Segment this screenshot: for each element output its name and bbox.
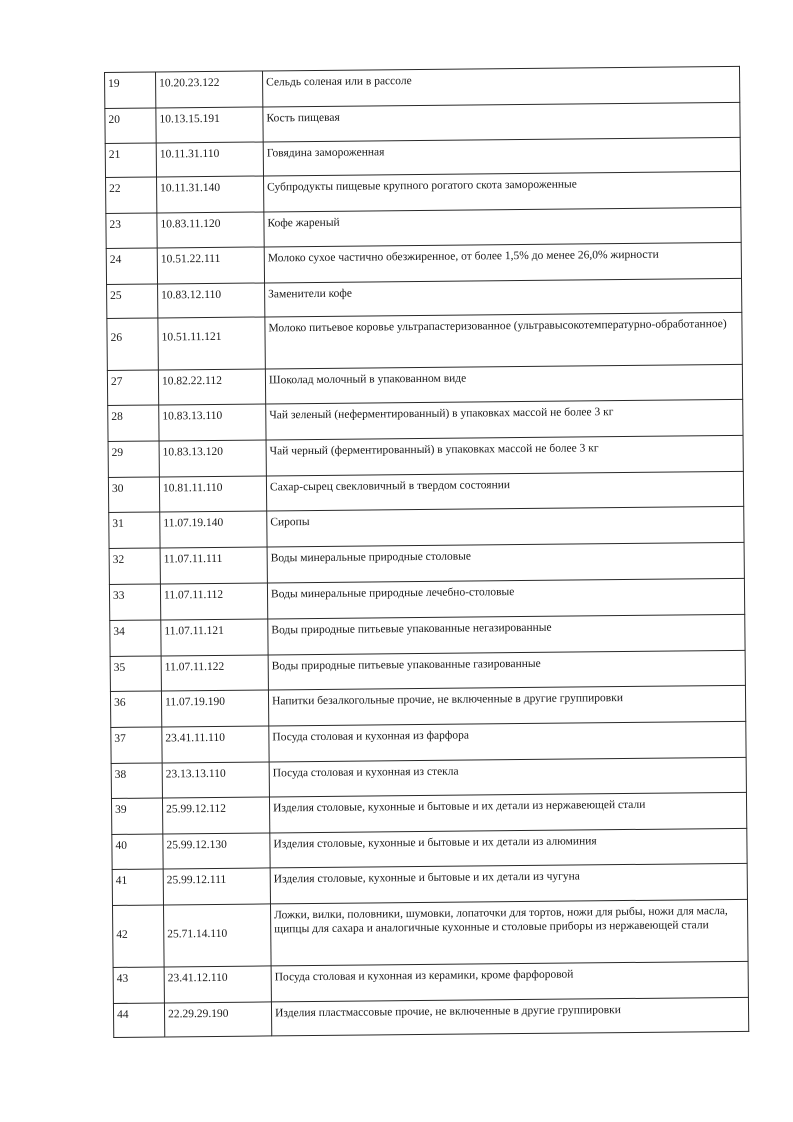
product-name: Кофе жареный — [267, 216, 340, 230]
okpd-code-cell — [159, 476, 266, 512]
okpd-code: 11.07.11.122 — [164, 660, 225, 674]
product-name-cell — [268, 685, 745, 726]
product-name: Молоко сухое частично обезжиренное, от более 1,5% до менее 26,0% жирности — [267, 248, 659, 265]
product-name: Шоколад молочный в упакованном виде — [268, 372, 467, 387]
product-name-cell — [267, 578, 744, 619]
okpd-code-cell — [161, 655, 268, 691]
okpd-code-cell — [157, 176, 264, 213]
okpd-code: 10.51.22.111 — [160, 252, 221, 266]
table-row — [109, 578, 744, 620]
okpd-code: 25.99.12.112 — [166, 802, 227, 816]
row-number-cell — [109, 548, 160, 584]
product-name: Ложки, вилки, половники, шумовки, лопаточки для тортов, ножи для рыбы, ножи для масла, щипцы для сахара и аналогичные кухонные и столовые приборы из нержавеющей стали — [274, 905, 728, 936]
product-name: Сахар-сырец свекловичный в твердом состоянии — [269, 479, 511, 494]
table-row — [113, 899, 749, 967]
okpd-code: 25.71.14.110 — [167, 927, 228, 941]
okpd-code: 10.83.11.120 — [160, 217, 221, 231]
product-name: Посуда столовая и кухонная из керамики, кроме фарфоровой — [274, 968, 574, 984]
okpd-code-cell — [161, 690, 268, 727]
okpd-code-cell — [159, 404, 266, 441]
okpd-code-cell — [160, 511, 267, 548]
okpd-code-cell — [164, 966, 271, 1003]
row-number: 38 — [114, 768, 127, 781]
row-number: 21 — [108, 148, 121, 161]
product-name: Сельдь соленая или в рассоле — [266, 75, 412, 89]
row-number: 29 — [111, 446, 124, 459]
okpd-code: 10.81.11.110 — [162, 481, 223, 495]
row-number-cell — [109, 512, 160, 548]
row-number: 34 — [113, 625, 125, 638]
okpd-code-cell — [156, 71, 263, 108]
okpd-code: 23.13.13.110 — [165, 767, 226, 781]
row-number: 35 — [113, 661, 126, 674]
product-name: Субпродукты пищевые крупного рогатого скота замороженные — [267, 178, 577, 194]
row-number: 23 — [109, 218, 122, 231]
row-number-cell — [107, 284, 158, 318]
okpd-code-cell — [162, 797, 269, 834]
row-number-cell — [111, 798, 162, 834]
okpd-code: 25.99.12.130 — [166, 838, 227, 852]
product-name: Изделия пластмассовые прочие, не включенные в другие группировки — [274, 1004, 621, 1020]
okpd-code-cell — [158, 283, 265, 318]
product-name-cell — [268, 650, 745, 690]
product-name-cell — [267, 542, 744, 583]
okpd-code-cell — [162, 726, 269, 763]
table-row — [109, 542, 744, 584]
product-name-cell — [269, 757, 746, 797]
row-number-cell — [105, 108, 156, 143]
okpd-code: 10.83.12.110 — [161, 288, 222, 302]
row-number-cell — [110, 656, 161, 691]
okpd-code: 10.51.11.121 — [161, 330, 222, 344]
product-name-cell — [267, 506, 744, 547]
okpd-code: 10.11.31.140 — [160, 181, 221, 195]
product-name: Сиропы — [270, 516, 310, 529]
table-row — [111, 792, 746, 834]
table-row — [111, 721, 746, 763]
row-number-cell — [106, 177, 157, 213]
table-row — [113, 961, 748, 1003]
product-name-cell — [265, 278, 742, 317]
okpd-code-cell — [157, 212, 264, 248]
product-name-cell — [270, 899, 748, 966]
product-name: Воды природные питьевые упакованные негазированные — [271, 621, 552, 637]
table-row — [112, 863, 747, 905]
row-number-cell — [112, 869, 163, 905]
product-name-cell — [271, 997, 748, 1036]
row-number-cell — [111, 763, 162, 798]
row-number: 24 — [109, 253, 122, 266]
product-name-cell — [263, 137, 740, 176]
okpd-code-cell — [163, 904, 271, 967]
okpd-code-cell — [162, 762, 269, 798]
row-number-cell — [108, 405, 159, 441]
row-number-cell — [107, 318, 158, 370]
product-name-cell — [268, 614, 745, 655]
product-name: Кость пищевая — [266, 111, 340, 125]
row-number: 43 — [116, 972, 129, 985]
table-row — [106, 242, 741, 284]
product-name: Воды минеральные природные лечебно-столовые — [270, 586, 515, 601]
okpd-code: 10.83.13.120 — [162, 445, 224, 459]
product-name: Чай зеленый (неферментированный) в упаковках массой не более 3 кг — [269, 406, 614, 422]
product-name-cell — [266, 435, 743, 476]
row-number-cell — [107, 370, 158, 405]
table-row — [106, 171, 741, 213]
table-row — [108, 399, 743, 441]
product-name-cell — [270, 828, 747, 868]
okpd-code: 23.41.12.110 — [167, 971, 228, 985]
table-row — [105, 66, 740, 108]
okpd-code: 25.99.12.111 — [166, 873, 227, 887]
table-row — [108, 435, 743, 477]
row-number-cell — [106, 248, 157, 284]
okpd-code-cell — [161, 619, 268, 656]
product-name-cell — [269, 792, 746, 833]
row-number-cell — [105, 143, 156, 177]
okpd-code: 10.20.23.122 — [159, 76, 220, 90]
product-name: Молоко питьевое коровье ультрапастеризованное (ультравысокотемпературно-обработанное) — [268, 318, 727, 335]
row-number: 20 — [108, 113, 121, 126]
row-number: 26 — [110, 331, 123, 344]
row-number-cell — [113, 905, 165, 967]
product-name-cell — [263, 102, 740, 142]
row-number: 37 — [114, 732, 126, 745]
product-name: Говядина замороженная — [266, 146, 385, 160]
table-row — [109, 506, 744, 548]
okpd-code-cell — [158, 317, 265, 370]
product-name: Посуда столовая и кухонная из фарфора — [272, 729, 469, 744]
product-name: Напитки безалкогольные прочие, не включенные в другие группировки — [271, 692, 624, 708]
product-name-cell — [264, 242, 741, 283]
table-row — [107, 312, 742, 370]
product-name-cell — [266, 399, 743, 440]
row-number: 28 — [111, 410, 123, 423]
row-number: 44 — [116, 1008, 129, 1021]
row-number: 27 — [110, 375, 123, 388]
row-number: 40 — [115, 839, 127, 852]
row-number-cell — [108, 441, 159, 477]
row-number-cell — [108, 477, 159, 512]
row-number: 32 — [112, 553, 125, 566]
okpd-code-cell — [164, 1002, 271, 1037]
product-name-cell — [265, 364, 742, 404]
product-name: Посуда столовая и кухонная из стекла — [272, 765, 459, 780]
row-number-cell — [109, 584, 160, 620]
okpd-code: 10.83.13.110 — [162, 409, 223, 423]
product-name-cell — [270, 863, 747, 904]
row-number-cell — [110, 620, 161, 656]
okpd-code-cell — [163, 868, 270, 905]
table-row — [110, 614, 745, 656]
row-number-cell — [111, 727, 162, 763]
product-name: Изделия столовые, кухонные и бытовые и их детали из чугуна — [273, 870, 580, 886]
row-number-cell — [113, 967, 164, 1003]
row-number-cell — [113, 1003, 164, 1037]
row-number: 42 — [116, 928, 128, 941]
row-number-cell — [110, 691, 161, 727]
row-number-cell — [112, 834, 163, 869]
row-number: 36 — [113, 696, 126, 709]
okpd-code: 11.07.11.121 — [164, 624, 224, 638]
okpd-code: 23.41.11.110 — [165, 731, 225, 745]
row-number: 25 — [110, 289, 122, 302]
okpd-code: 11.07.11.112 — [163, 588, 224, 602]
okpd-code: 11.07.19.140 — [163, 516, 224, 530]
product-name-cell — [262, 66, 739, 107]
row-number-cell — [105, 72, 156, 108]
okpd-code-cell — [156, 142, 263, 177]
row-number: 31 — [112, 517, 124, 530]
table-row — [113, 997, 748, 1037]
row-number: 22 — [109, 182, 121, 195]
okpd-code-cell — [156, 107, 263, 143]
table-row — [110, 685, 745, 727]
okpd-code: 10.13.15.191 — [159, 112, 220, 126]
okpd-code: 10.11.31.110 — [159, 147, 220, 161]
okpd-code: 22.29.29.190 — [167, 1007, 229, 1021]
okpd-code-cell — [160, 583, 267, 620]
product-name: Воды минеральные природные столовые — [270, 550, 472, 565]
product-name-cell — [269, 721, 746, 762]
product-name: Изделия столовые, кухонные и бытовые и их детали из алюминия — [273, 835, 597, 851]
table-body — [105, 66, 749, 1037]
product-name-cell — [271, 961, 748, 1002]
okpd-code-cell — [159, 440, 266, 477]
product-name-cell — [264, 171, 741, 212]
product-name: Заменители кофе — [268, 287, 352, 301]
product-name: Воды природные питьевые упакованные газированные — [271, 657, 541, 673]
row-number: 19 — [108, 77, 120, 90]
product-name-cell — [265, 312, 742, 369]
product-name-cell — [266, 471, 743, 511]
okpd-code: 11.07.19.190 — [164, 695, 226, 709]
row-number: 30 — [111, 482, 124, 495]
okpd-code-cell — [158, 369, 265, 405]
product-table — [104, 66, 749, 1038]
okpd-code: 10.82.22.112 — [161, 374, 222, 388]
product-name: Чай черный (ферментированный) в упаковках массой не более 3 кг — [269, 442, 599, 458]
okpd-code-cell — [163, 833, 270, 869]
row-number: 33 — [112, 589, 125, 602]
product-name: Изделия столовые, кухонные и бытовые и их детали из нержавеющей стали — [273, 798, 646, 815]
row-number: 41 — [115, 874, 128, 887]
row-number: 39 — [115, 803, 127, 816]
product-name-cell — [264, 207, 741, 247]
okpd-code: 11.07.11.111 — [163, 552, 223, 566]
okpd-code-cell — [157, 247, 264, 284]
row-number-cell — [106, 213, 157, 248]
okpd-code-cell — [160, 547, 267, 584]
